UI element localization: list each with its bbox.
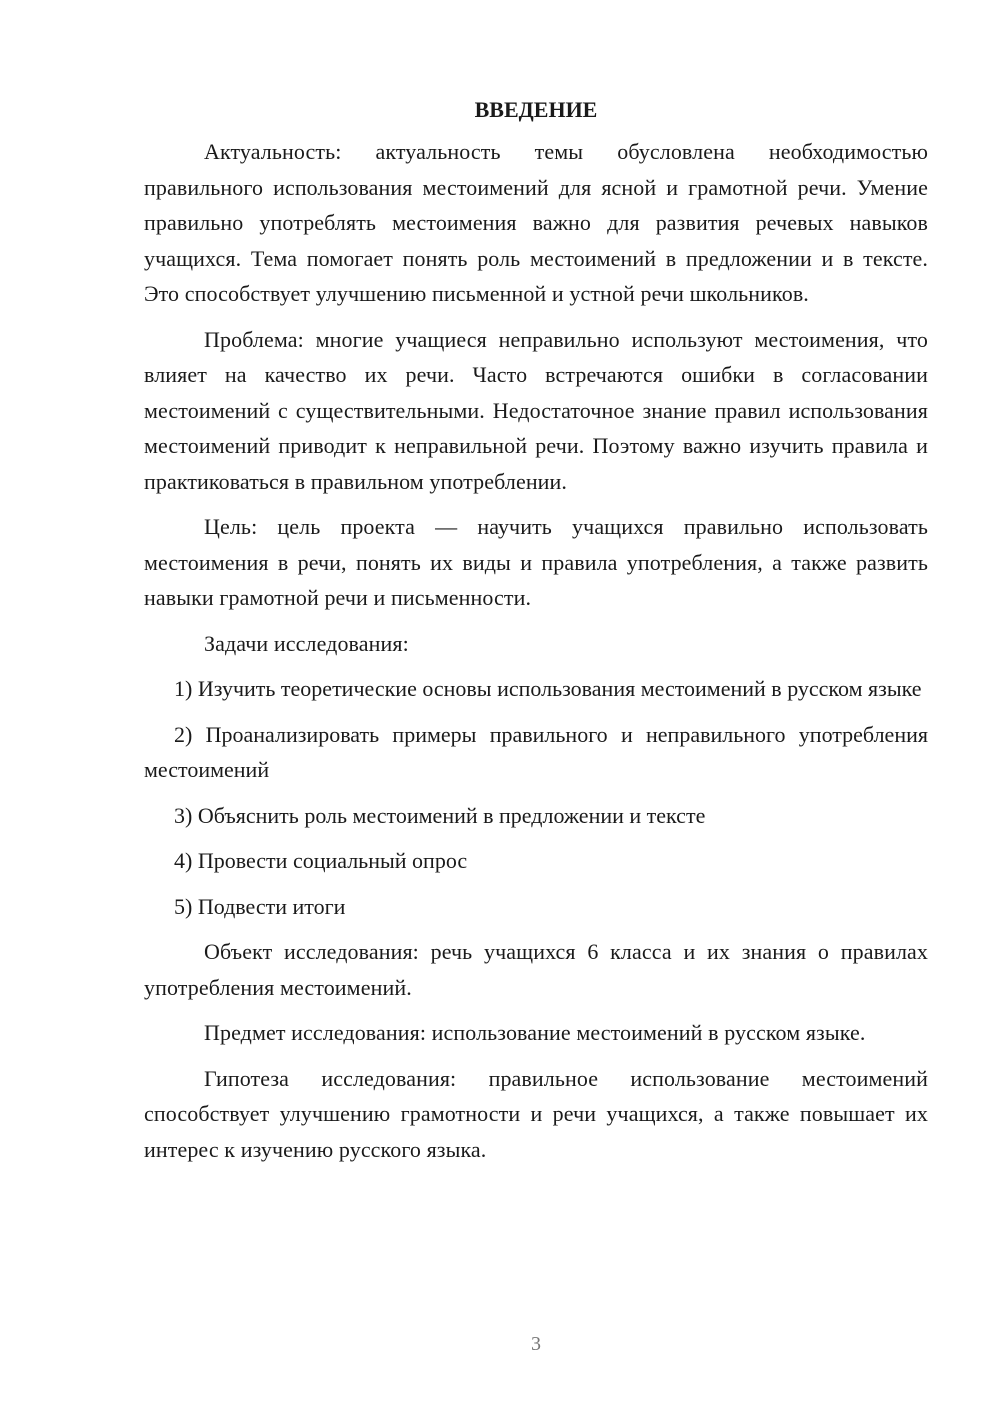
task-item: 4) Провести социальный опрос bbox=[174, 848, 468, 873]
document-page bbox=[144, 92, 928, 1167]
paragraph-tasks-heading: Задачи исследования: bbox=[204, 630, 409, 656]
task-item: 1) Изучить теоретические основы использования местоимений в русском языке bbox=[174, 676, 922, 701]
page-number: 3 bbox=[531, 1333, 541, 1355]
paragraph-object: Объект исследования: речь учащихся 6 класса и их знания о правилах употребления местоимений. bbox=[144, 939, 928, 1000]
task-item: 2) Проанализировать примеры правильного и неправильного употребления местоимений bbox=[144, 721, 928, 782]
paragraph-hypothesis: Гипотеза исследования: правильное использование местоимений способствует улучшению грамотности и речи учащихся, а также повышает их интерес к изучению русского языка. bbox=[144, 1065, 928, 1162]
task-item: 3) Объяснить роль местоимений в предложении и тексте bbox=[174, 802, 706, 828]
paragraph-subject: Предмет исследования: использование местоимений в русском языке. bbox=[204, 1020, 866, 1045]
task-item: 5) Подвести итоги bbox=[174, 893, 346, 919]
document-title: ВВЕДЕНИЕ bbox=[474, 97, 598, 122]
paragraph-relevance: Актуальность: актуальность темы обусловлена необходимостью правильного использования местоимений для ясной и грамотной речи. Умение правильно употреблять местоимения важно для развития речевых навыков учащихся. Тема помогает понять роль местоимений в предложении и в тексте. Это способствует улучшению письменной и устной речи школьников. bbox=[144, 139, 928, 306]
paragraph-goal: Цель: цель проекта — научить учащихся правильно использовать местоимения в речи, понять их виды и правила употребления, а также развить навыки грамотной речи и письменности. bbox=[144, 514, 928, 610]
paragraph-problem: Проблема: многие учащиеся неправильно используют местоимения, что влияет на качество их речи. Часто встречаются ошибки в согласовании местоимений с существительными. Недостаточное знание правил использования местоимений приводит к неправильной речи. Поэтому важно изучить правила и практиковаться в правильном употреблении. bbox=[144, 326, 928, 494]
